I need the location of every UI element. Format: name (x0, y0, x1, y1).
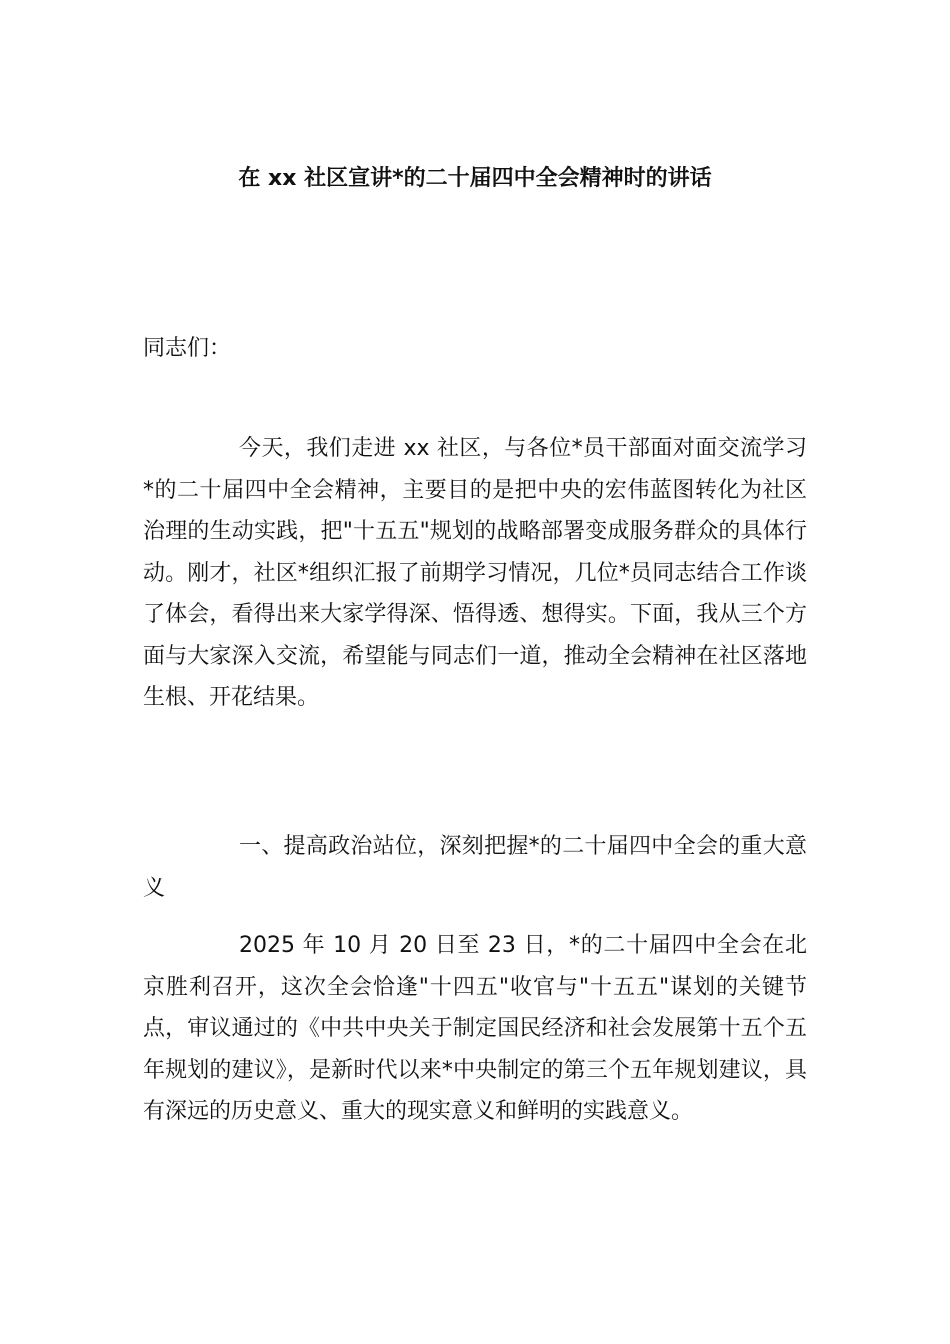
paragraph-section-1: 2025 年 10 月 20 日至 23 日，*的二十届四中全会在北京胜利召开，这次全会恰逢"十四五"收官与"十五五"谋划的关键节点，审议通过的《中共中央关于制定国民经济和社会发展第十五个五年规划的建议》，是新时代以来*中央制定的第三个五年规划建议，具有深远的历史意义、重大的现实意义和鲜明的实践意义。 (143, 933, 807, 1124)
paragraph-intro: 今天，我们走进 xx 社区，与各位*员干部面对面交流学习*的二十届四中全会精神，主要目的是把中央的宏伟蓝图转化为社区治理的生动实践，把"十五五"规划的战略部署变成服务群众的具体行动。刚才，社区*组织汇报了前期学习情况，几位*员同志结合工作谈了体会，看得出来大家学得深、悟得透、想得实。下面，我从三个方面与大家深入交流，希望能与同志们一道，推动全会精神在社区落地生根、开花结果。 (143, 436, 807, 710)
document-title: 在 xx 社区宣讲*的二十届四中全会精神时的讲话 (238, 166, 712, 191)
section-heading-1: 一、提高政治站位，深刻把握*的二十届四中全会的重大意义 (143, 834, 807, 901)
salutation: 同志们： (143, 336, 232, 361)
